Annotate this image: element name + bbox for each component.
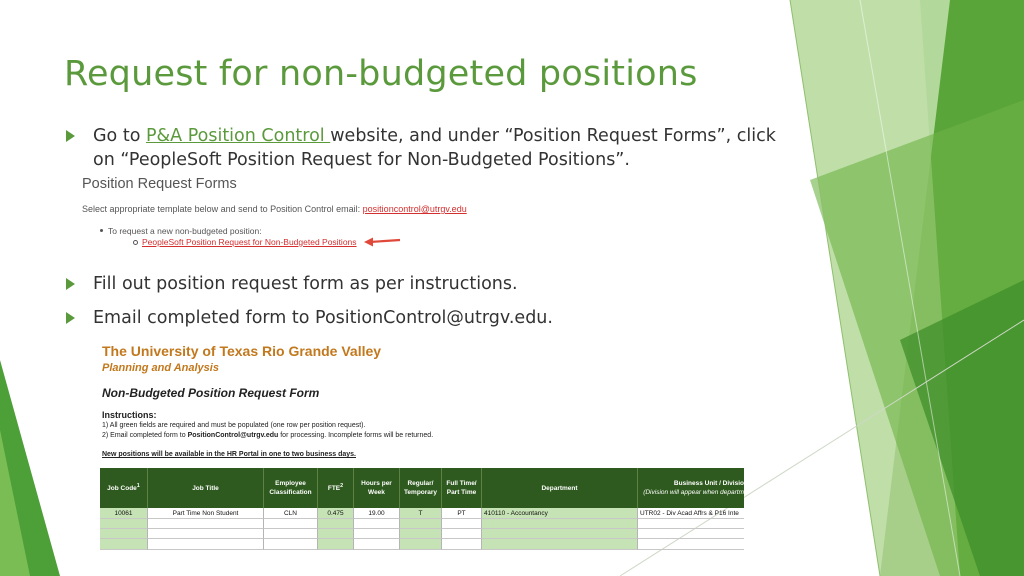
bullet-arrow-icon bbox=[66, 278, 75, 290]
empty-cell[interactable] bbox=[264, 529, 318, 539]
form-instruction-2 bbox=[102, 432, 433, 439]
cell-regular-temporary[interactable]: T bbox=[400, 508, 442, 519]
cell-fte[interactable]: 0.475 bbox=[318, 508, 354, 519]
screenshot-instruction bbox=[82, 204, 467, 214]
sublist-bullet-icon bbox=[133, 240, 138, 245]
header-business-unit bbox=[638, 468, 744, 508]
header-job-code-text: Job Code bbox=[107, 485, 137, 493]
header-regular-temporary bbox=[400, 468, 442, 508]
form-instruction-2-prefix: 2) Email completed form to bbox=[102, 432, 188, 439]
empty-cell[interactable] bbox=[400, 529, 442, 539]
header-fte bbox=[318, 468, 354, 508]
bullet-2-text: Fill out position request form as per instructions. bbox=[93, 274, 518, 294]
screenshot-list-item: To request a new non-budgeted position: bbox=[108, 226, 262, 236]
screenshot-instruction-text: Select appropriate template below and send to Position Control email: bbox=[82, 204, 363, 214]
bullet-3 bbox=[66, 306, 666, 330]
red-arrow-icon bbox=[364, 236, 404, 248]
empty-cell[interactable] bbox=[442, 529, 482, 539]
header-temporary-text: Temporary bbox=[403, 489, 438, 496]
empty-cell[interactable] bbox=[638, 529, 744, 539]
header-fulltime-text: Full Time/ bbox=[446, 480, 477, 487]
cell-hours-per-week[interactable]: 19.00 bbox=[354, 508, 400, 519]
header-hours-per-week bbox=[354, 468, 400, 508]
cell-job-title[interactable]: Part Time Non Student bbox=[148, 508, 264, 519]
bullet-arrow-icon bbox=[66, 312, 75, 324]
form-instruction-2-email: PositionControl@utrgv.edu bbox=[187, 432, 279, 439]
cell-employee-classification[interactable]: CLN bbox=[264, 508, 318, 519]
position-request-forms-screenshot bbox=[82, 176, 467, 247]
header-fte-text: FTE bbox=[327, 485, 341, 493]
bullet-1 bbox=[66, 124, 786, 174]
header-job-code-sup: 1 bbox=[136, 483, 140, 490]
header-parttime-text: Part Time bbox=[446, 489, 477, 496]
empty-cell[interactable] bbox=[148, 529, 264, 539]
bullet-arrow-icon bbox=[66, 130, 75, 142]
nonbudgeted-positions-link[interactable]: PeopleSoft Position Request for Non-Budgeted Positions bbox=[142, 237, 357, 247]
form-instruction-1: 1) All green fields are required and must be populated (one row per position request). bbox=[102, 422, 366, 429]
empty-cell[interactable] bbox=[318, 529, 354, 539]
header-regular-text: Regular/ bbox=[407, 480, 434, 487]
empty-cell[interactable] bbox=[638, 539, 744, 550]
header-hours-text: Hours per bbox=[361, 480, 392, 487]
form-instruction-2-suffix: for processing. Incomplete forms will be returned. bbox=[278, 432, 434, 439]
header-employee-classification bbox=[264, 468, 318, 508]
header-employee-text: Employee bbox=[275, 480, 306, 487]
screenshot-email-link[interactable]: positioncontrol@utrgv.edu bbox=[362, 204, 467, 214]
empty-cell[interactable] bbox=[482, 539, 638, 550]
empty-cell[interactable] bbox=[264, 519, 318, 529]
form-note: New positions will be available in the HR Portal in one to two business days. bbox=[102, 451, 356, 458]
empty-cell[interactable] bbox=[354, 529, 400, 539]
empty-cell[interactable] bbox=[442, 519, 482, 529]
empty-cell[interactable] bbox=[354, 519, 400, 529]
cell-job-code[interactable]: 10061 bbox=[100, 508, 148, 519]
header-department: Department bbox=[482, 468, 638, 508]
empty-cell[interactable] bbox=[100, 519, 148, 529]
empty-cell[interactable] bbox=[100, 529, 148, 539]
empty-cell[interactable] bbox=[318, 519, 354, 529]
pa-position-control-link[interactable]: P&A Position Control bbox=[145, 126, 331, 146]
bullet-1-line-2: on “PeopleSoft Position Request for Non-Budgeted Positions”. bbox=[93, 150, 630, 170]
form-title: Non-Budgeted Position Request Form bbox=[102, 386, 320, 400]
empty-cell[interactable] bbox=[400, 539, 442, 550]
empty-cell[interactable] bbox=[148, 539, 264, 550]
header-job-title: Job Title bbox=[148, 468, 264, 508]
empty-cell[interactable] bbox=[482, 529, 638, 539]
empty-cell[interactable] bbox=[264, 539, 318, 550]
cell-business-unit[interactable]: UTR02 - Div Acad Affrs & P16 Inte bbox=[638, 508, 744, 519]
empty-cell[interactable] bbox=[100, 539, 148, 550]
empty-cell[interactable] bbox=[318, 539, 354, 550]
empty-cell[interactable] bbox=[148, 519, 264, 529]
header-week-text: Week bbox=[368, 489, 385, 496]
header-division-note: (Division will appear when departm bbox=[643, 489, 744, 496]
header-fte-sup: 2 bbox=[340, 483, 344, 490]
bullet-1-suffix: website, and under “Position Request Forms”, click bbox=[330, 126, 776, 146]
empty-cell[interactable] bbox=[638, 519, 744, 529]
header-business-unit-text: Business Unit / Divisio bbox=[673, 480, 744, 487]
empty-cell[interactable] bbox=[482, 519, 638, 529]
cell-department[interactable]: 410110 - Accountancy bbox=[482, 508, 638, 519]
header-job-code bbox=[100, 468, 148, 508]
bullet-1-prefix: Go to bbox=[93, 126, 146, 146]
bullet-2 bbox=[66, 272, 666, 296]
list-bullet-icon bbox=[100, 229, 103, 232]
slide-title: Request for non-budgeted positions bbox=[64, 54, 698, 94]
header-full-part-time bbox=[442, 468, 482, 508]
header-classification-text: Classification bbox=[269, 489, 312, 496]
bullet-3-text: Email completed form to PositionControl@utrgv.edu. bbox=[93, 308, 553, 328]
empty-cell[interactable] bbox=[354, 539, 400, 550]
form-university: The University of Texas Rio Grande Valley bbox=[102, 343, 382, 359]
form-instructions-label: Instructions: bbox=[102, 410, 157, 420]
cell-full-part-time[interactable]: PT bbox=[442, 508, 482, 519]
screenshot-heading: Position Request Forms bbox=[82, 176, 237, 192]
bullet-1-line-1 bbox=[93, 124, 776, 148]
empty-cell[interactable] bbox=[442, 539, 482, 550]
empty-cell[interactable] bbox=[400, 519, 442, 529]
form-department: Planning and Analysis bbox=[102, 362, 219, 374]
form-table bbox=[100, 468, 744, 550]
